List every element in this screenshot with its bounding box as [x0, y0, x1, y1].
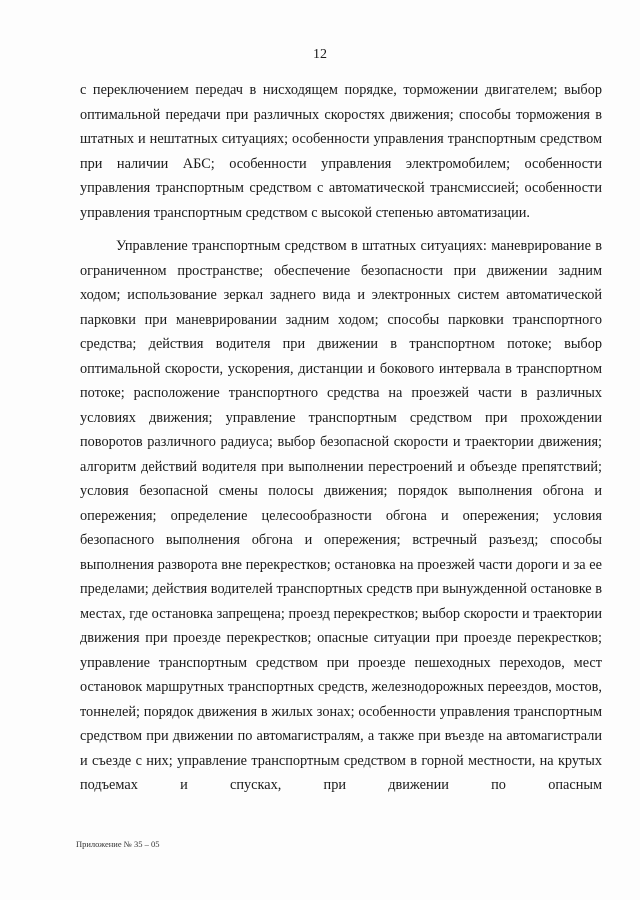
page-footer: Приложение № 35 – 05 — [76, 839, 160, 849]
body-text — [80, 78, 602, 798]
paragraph-vehicle-control-normal-situations: Управление транспортным средством в штатных ситуациях: маневрирование в ограниченном пространстве; обеспечение безопасности при движении задним ходом; использование зеркал заднего вида и электронных систем автоматической парковки при маневрировании задним ходом; способы парковки транспортного средства; действия водителя при движении в транспортном потоке; выбор оптимальной скорости, ускорения, дистанции и бокового интервала в транспортном потоке; расположение транспортного средства на проезжей части в различных условиях движения; управление транспортным средством при прохождении поворотов различного радиуса; выбор безопасной скорости и траектории движения; алгоритм действий водителя при выполнении перестроений и объезде препятствий; условия безопасной смены полосы движения; порядок выполнения обгона и опережения; определение целесообразности обгона и опережения; условия безопасного выполнения обгона и опережения; встречный разъезд; способы выполнения разворота вне перекрестков; остановка на проезжей части дороги и за ее пределами; действия водителей транспортных средств при вынужденной остановке в местах, где остановка запрещена; проезд перекрестков; выбор скорости и траектории движения при проезде перекрестков; опасные ситуации при проезде перекрестков; управление транспортным средством при проезде пешеходных переходов, мест остановок маршрутных транспортных средств, железнодорожных переездов, мостов, тоннелей; порядок движения в жилых зонах; особенности управления транспортным средством при движении по автомагистралям, а также при въезде на автомагистрали и съезде с них; управление транспортным средством в горной местности, на крутых подъемах и спусках, при движении по опасным — [80, 238, 602, 793]
paragraph-continuation: с переключением передач в нисходящем порядке, торможении двигателем; выбор оптимальной передачи при различных скоростях движения; способы торможения в штатных и нештатных ситуациях; особенности управления транспортным средством при наличии АБС; особенности управления электромобилем; особенности управления транспортным средством с автоматической трансмиссией; особенности управления транспортным средством с высокой степенью автоматизации. — [80, 82, 602, 221]
page-number: 12 — [313, 47, 327, 62]
